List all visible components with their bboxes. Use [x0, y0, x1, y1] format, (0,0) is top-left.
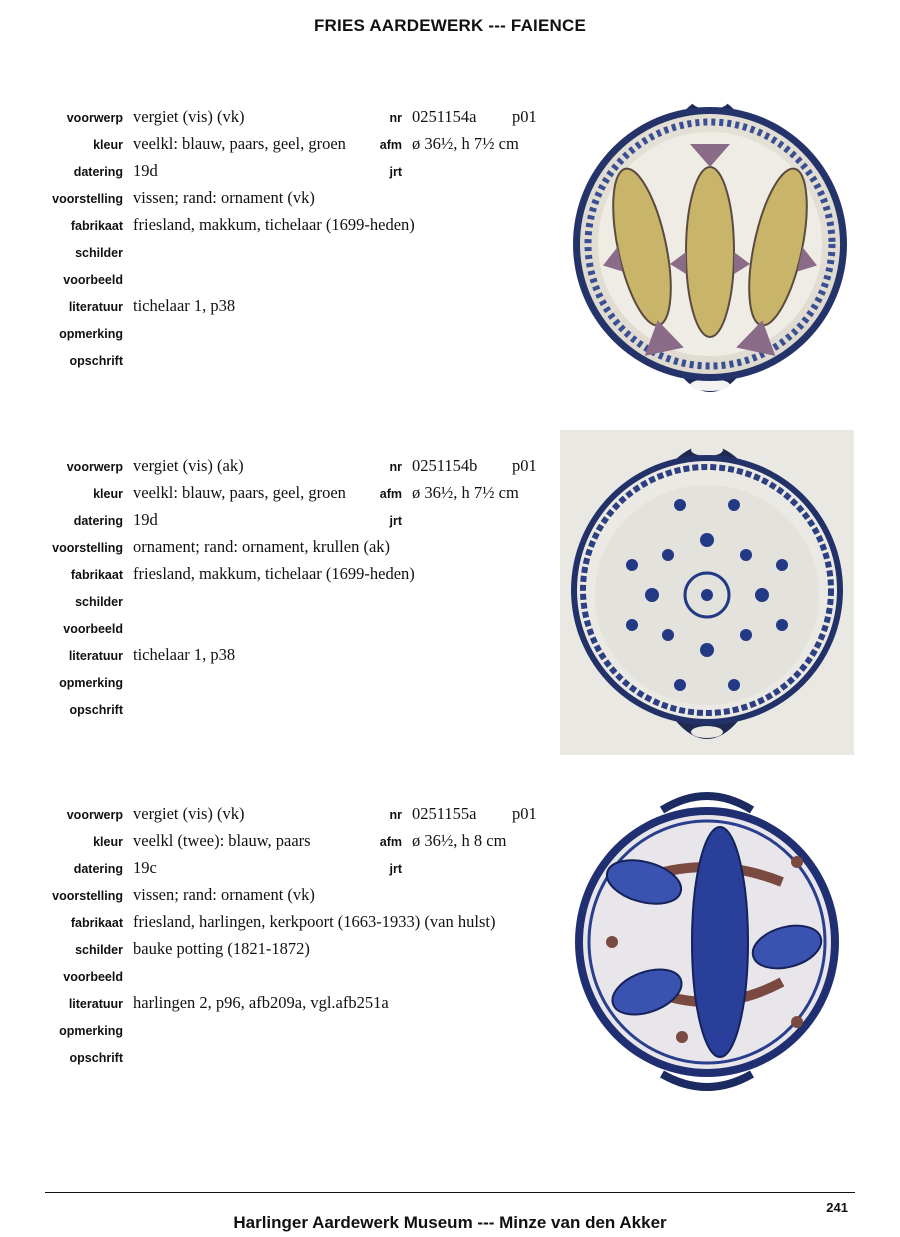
label-afm: afm — [379, 487, 402, 501]
photo-colander-ornament — [560, 430, 854, 755]
value-datering: 19c — [133, 858, 157, 877]
label-schilder: schilder — [75, 595, 123, 609]
label-afm: afm — [379, 835, 402, 849]
label-datering: datering — [73, 514, 123, 528]
value-pcode: p01 — [512, 107, 537, 126]
label-voorbeeld: voorbeeld — [63, 273, 123, 287]
value-voorstelling: vissen; rand: ornament (vk) — [133, 885, 315, 904]
value-voorwerp: vergiet (vis) (ak) — [133, 456, 244, 475]
footer-divider — [45, 1192, 855, 1193]
label-afm: afm — [379, 138, 402, 152]
label-literatuur: literatuur — [68, 997, 123, 1011]
label-voorstelling: voorstelling — [52, 541, 123, 555]
label-jrt: jrt — [389, 862, 402, 876]
value-literatuur: tichelaar 1, p38 — [133, 645, 236, 664]
value-literatuur: tichelaar 1, p38 — [133, 296, 236, 315]
page-footer: Harlinger Aardewerk Museum --- Minze van den Akker — [233, 1213, 667, 1232]
value-voorstelling: ornament; rand: ornament, krullen (ak) — [133, 537, 391, 556]
label-voorwerp: voorwerp — [66, 460, 123, 474]
label-voorwerp: voorwerp — [66, 808, 123, 822]
label-nr: nr — [389, 111, 402, 125]
value-fabrikaat: friesland, makkum, tichelaar (1699-heden) — [133, 215, 415, 234]
value-voorwerp: vergiet (vis) (vk) — [133, 804, 245, 823]
label-schilder: schilder — [75, 943, 123, 957]
label-nr: nr — [389, 808, 402, 822]
value-datering: 19d — [133, 161, 158, 180]
value-literatuur: harlingen 2, p96, afb209a, vgl.afb251a — [133, 993, 389, 1012]
label-opmerking: opmerking — [59, 676, 123, 690]
label-opschrift: opschrift — [69, 354, 123, 368]
value-afm: ø 36½, h 8 cm — [412, 831, 507, 850]
label-voorstelling: voorstelling — [52, 889, 123, 903]
label-nr: nr — [389, 460, 402, 474]
label-fabrikaat: fabrikaat — [70, 568, 123, 582]
value-afm: ø 36½, h 7½ cm — [412, 134, 519, 153]
label-literatuur: literatuur — [68, 649, 123, 663]
catalog-entry-2 — [0, 456, 560, 736]
photo-colander-three-fish — [560, 82, 860, 404]
label-kleur: kleur — [93, 487, 123, 501]
value-kleur: veelkl: blauw, paars, geel, groen — [133, 483, 346, 502]
label-voorwerp: voorwerp — [66, 111, 123, 125]
label-datering: datering — [73, 862, 123, 876]
value-kleur: veelkl: blauw, paars, geel, groen — [133, 134, 346, 153]
value-pcode: p01 — [512, 456, 537, 475]
value-pcode: p01 — [512, 804, 537, 823]
photo-colander-blue-fish — [572, 782, 842, 1100]
label-jrt: jrt — [389, 514, 402, 528]
label-voorstelling: voorstelling — [52, 192, 123, 206]
catalog-entry-1 — [0, 107, 560, 387]
value-nr: 0251154b — [412, 456, 478, 475]
label-schilder: schilder — [75, 246, 123, 260]
value-datering: 19d — [133, 510, 158, 529]
label-kleur: kleur — [93, 138, 123, 152]
label-opmerking: opmerking — [59, 327, 123, 341]
label-voorbeeld: voorbeeld — [63, 622, 123, 636]
label-opmerking: opmerking — [59, 1024, 123, 1038]
label-datering: datering — [73, 165, 123, 179]
page-header: FRIES AARDEWERK --- FAIENCE — [313, 16, 587, 35]
catalog-entry-3 — [0, 804, 560, 1084]
value-voorwerp: vergiet (vis) (vk) — [133, 107, 245, 126]
label-opschrift: opschrift — [69, 1051, 123, 1065]
label-literatuur: literatuur — [68, 300, 123, 314]
label-fabrikaat: fabrikaat — [70, 916, 123, 930]
value-voorstelling: vissen; rand: ornament (vk) — [133, 188, 315, 207]
value-kleur: veelkl (twee): blauw, paars — [133, 831, 311, 850]
label-jrt: jrt — [389, 165, 402, 179]
label-kleur: kleur — [93, 835, 123, 849]
label-fabrikaat: fabrikaat — [70, 219, 123, 233]
value-fabrikaat: friesland, makkum, tichelaar (1699-heden) — [133, 564, 415, 583]
value-nr: 0251155a — [412, 804, 477, 823]
label-opschrift: opschrift — [69, 703, 123, 717]
value-schilder: bauke potting (1821-1872) — [133, 939, 310, 958]
page-number: 241 — [826, 1200, 848, 1215]
value-afm: ø 36½, h 7½ cm — [412, 483, 519, 502]
value-fabrikaat: friesland, harlingen, kerkpoort (1663-1933) (van hulst) — [133, 912, 496, 931]
value-nr: 0251154a — [412, 107, 477, 126]
label-voorbeeld: voorbeeld — [63, 970, 123, 984]
